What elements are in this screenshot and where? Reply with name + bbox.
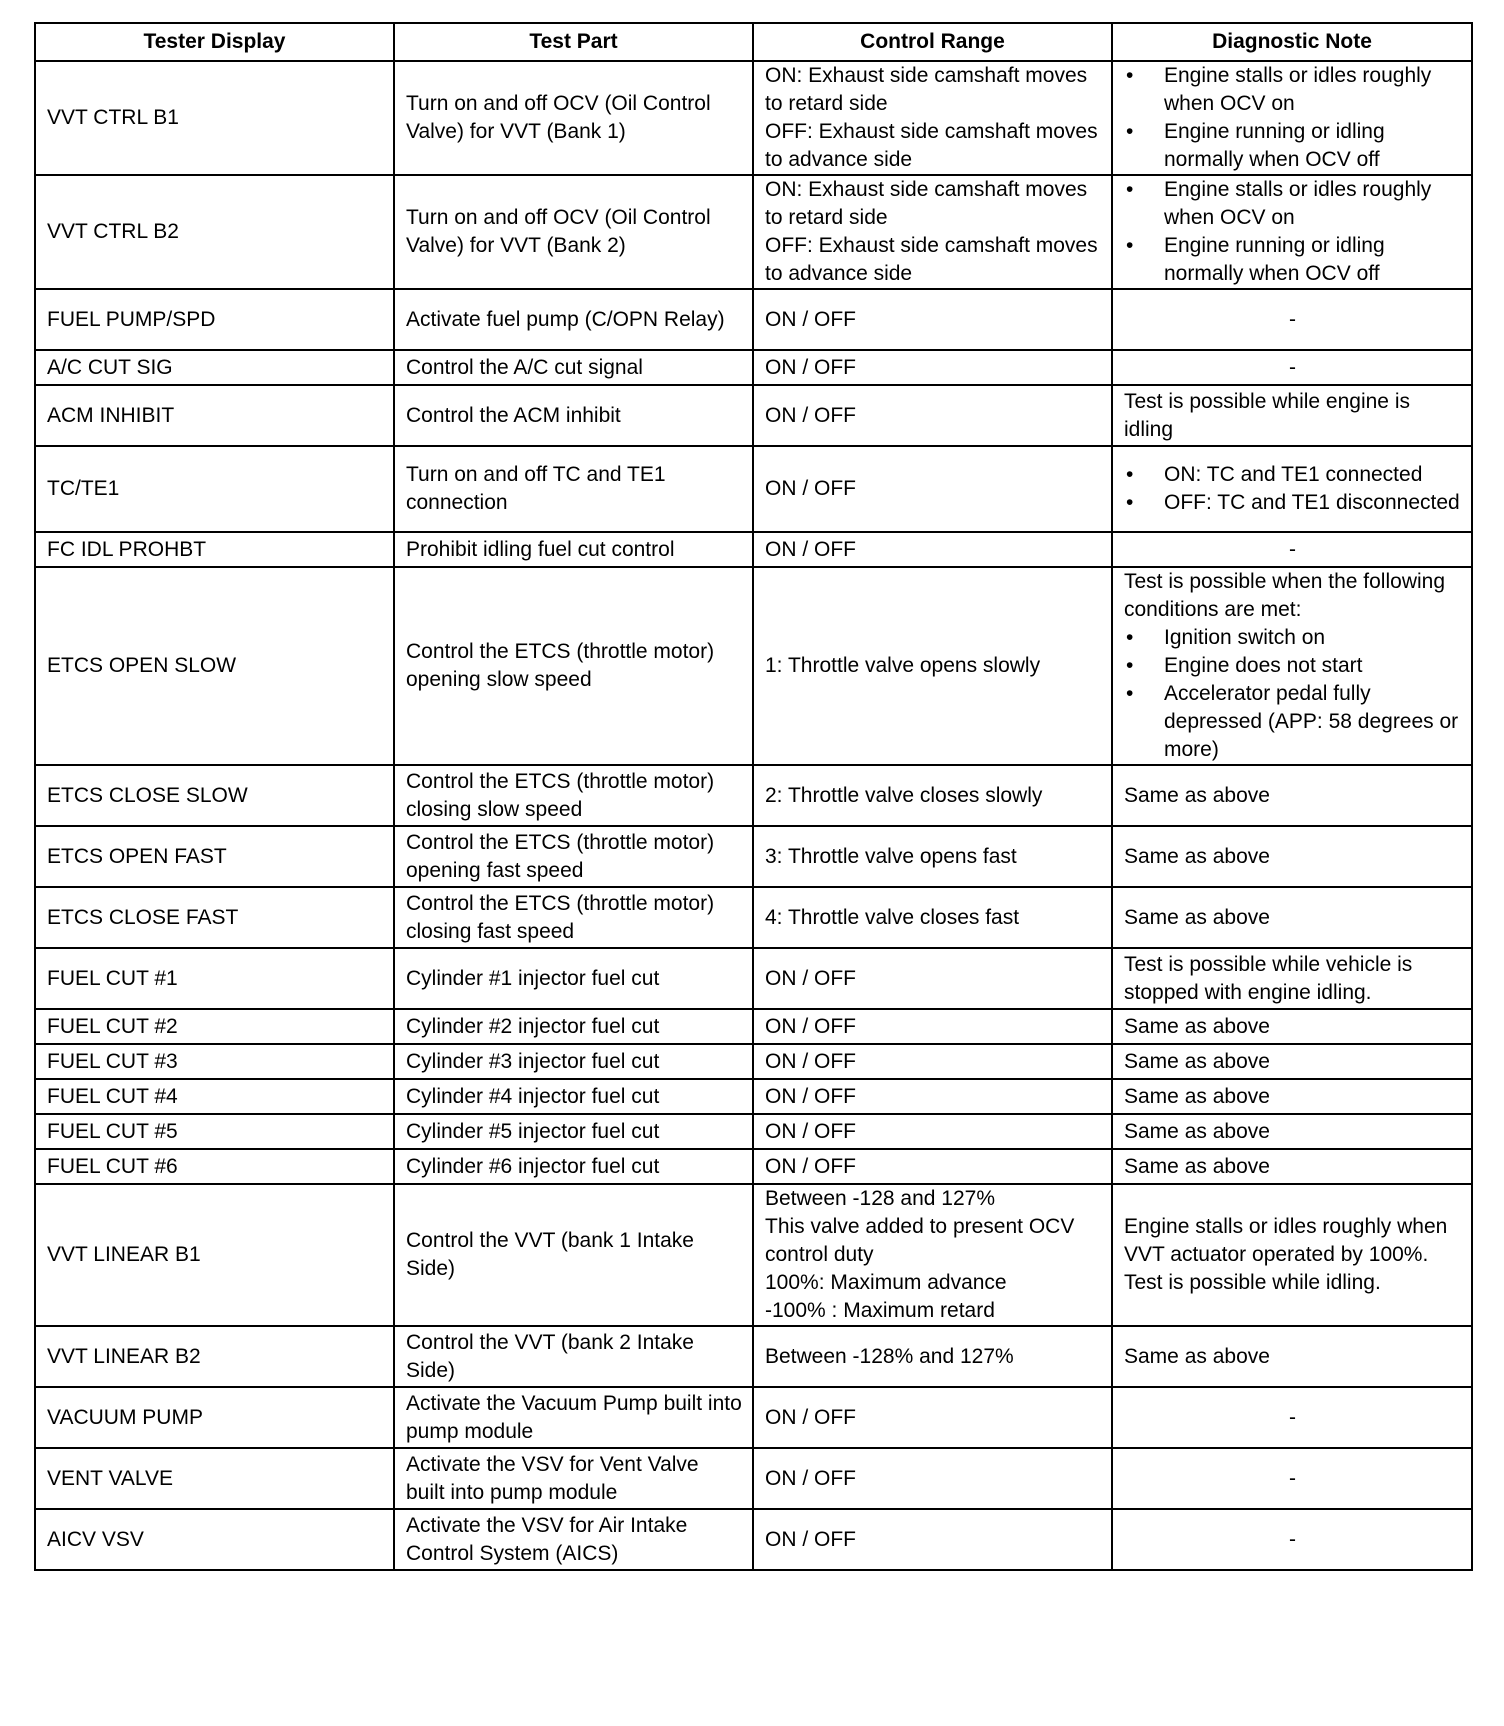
tester-display-cell: FUEL CUT #2 — [35, 1009, 394, 1044]
control-range-cell — [753, 1509, 1112, 1570]
table-row — [35, 887, 1472, 948]
diagnostic-note-cell — [1112, 887, 1472, 948]
test-part-cell: Control the VVT (bank 1 Intake Side) — [394, 1184, 753, 1326]
control-range-cell — [753, 826, 1112, 887]
empty-note-dash: - — [1289, 1466, 1296, 1490]
diagnostic-note-cell — [1112, 1044, 1472, 1079]
test-part-cell: Turn on and off OCV (Oil Control Valve) for VVT (Bank 2) — [394, 175, 753, 289]
test-part-cell: Cylinder #1 injector fuel cut — [394, 948, 753, 1009]
note-bullet-item: • Engine stalls or idles roughly when OCV on — [1124, 62, 1461, 118]
control-range-cell — [753, 1326, 1112, 1387]
diagnostic-note-cell — [1112, 1009, 1472, 1044]
table-row — [35, 1387, 1472, 1448]
control-range-cell — [753, 1387, 1112, 1448]
table-row — [35, 1009, 1472, 1044]
tester-display-cell: FUEL CUT #4 — [35, 1079, 394, 1114]
control-range-line: ON / OFF — [765, 1084, 856, 1108]
test-part-cell: Activate fuel pump (C/OPN Relay) — [394, 289, 753, 350]
control-range-line: ON / OFF — [765, 1154, 856, 1178]
control-range-line: ON: Exhaust side camshaft moves to retard side — [765, 64, 1088, 115]
test-part-cell: Turn on and off OCV (Oil Control Valve) for VVT (Bank 1) — [394, 61, 753, 175]
control-range-line: ON / OFF — [765, 1466, 856, 1490]
empty-note-dash: - — [1289, 307, 1296, 331]
test-part-cell: Control the ETCS (throttle motor) closing fast speed — [394, 887, 753, 948]
tester-display-cell: FC IDL PROHBT — [35, 532, 394, 567]
control-range-line: ON / OFF — [765, 1014, 856, 1038]
tester-display-cell: ACM INHIBIT — [35, 385, 394, 446]
table-row — [35, 289, 1472, 350]
control-range-line: ON / OFF — [765, 403, 856, 427]
tester-display-cell: VACUUM PUMP — [35, 1387, 394, 1448]
diagnostic-note-cell — [1112, 289, 1472, 350]
control-range-cell — [753, 532, 1112, 567]
note-bullet-item: • Engine running or idling normally when OCV off — [1124, 232, 1461, 288]
note-text: Same as above — [1124, 844, 1270, 868]
diagnostic-note-cell — [1112, 446, 1472, 532]
note-bullet-item: • Accelerator pedal fully depressed (APP: 58 degrees or more) — [1124, 680, 1461, 764]
control-range-cell — [753, 1079, 1112, 1114]
diagnostic-note-cell — [1112, 350, 1472, 385]
empty-note-dash: - — [1289, 1527, 1296, 1551]
note-text: Same as above — [1124, 1119, 1270, 1143]
diagnostic-note-cell — [1112, 1509, 1472, 1570]
tester-display-cell: ETCS OPEN FAST — [35, 826, 394, 887]
tester-display-cell: FUEL CUT #6 — [35, 1149, 394, 1184]
control-range-line: This valve added to present OCV control duty — [765, 1215, 1075, 1266]
note-text: Same as above — [1124, 1154, 1270, 1178]
note-text: Same as above — [1124, 1014, 1270, 1038]
tester-display-cell: AICV VSV — [35, 1509, 394, 1570]
diagnostic-note-cell — [1112, 1114, 1472, 1149]
diagnostic-note-cell — [1112, 532, 1472, 567]
diagnostic-note-cell — [1112, 1149, 1472, 1184]
test-part-cell: Cylinder #2 injector fuel cut — [394, 1009, 753, 1044]
control-range-line: ON / OFF — [765, 355, 856, 379]
note-text: Engine stalls or idles roughly when VVT actuator operated by 100%. Test is possible while idling. — [1124, 1215, 1448, 1294]
tester-display-cell: FUEL CUT #1 — [35, 948, 394, 1009]
diagnostic-note-cell — [1112, 385, 1472, 446]
table-row — [35, 446, 1472, 532]
table-row — [35, 1044, 1472, 1079]
tester-display-cell: A/C CUT SIG — [35, 350, 394, 385]
tester-display-cell: ETCS CLOSE SLOW — [35, 765, 394, 826]
control-range-line: ON / OFF — [765, 966, 856, 990]
note-bullet-item: • Engine running or idling normally when OCV off — [1124, 118, 1461, 174]
note-text: Same as above — [1124, 783, 1270, 807]
note-bullet-item: • OFF: TC and TE1 disconnected — [1124, 489, 1461, 517]
control-range-cell — [753, 350, 1112, 385]
empty-note-dash: - — [1289, 537, 1296, 561]
note-bullet-item: • ON: TC and TE1 connected — [1124, 461, 1461, 489]
note-text: Test is possible while vehicle is stopped with engine idling. — [1124, 952, 1413, 1004]
table-row — [35, 1326, 1472, 1387]
note-text: Same as above — [1124, 1344, 1270, 1368]
tester-display-cell: VVT CTRL B2 — [35, 175, 394, 289]
tester-display-cell: VENT VALVE — [35, 1448, 394, 1509]
table-row — [35, 385, 1472, 446]
tester-display-cell: VVT LINEAR B2 — [35, 1326, 394, 1387]
test-part-cell: Activate the Vacuum Pump built into pump module — [394, 1387, 753, 1448]
test-part-cell: Control the VVT (bank 2 Intake Side) — [394, 1326, 753, 1387]
test-part-cell: Control the ACM inhibit — [394, 385, 753, 446]
control-range-cell — [753, 948, 1112, 1009]
control-range-line: 4: Throttle valve closes fast — [765, 905, 1020, 929]
note-bullet-item: • Ignition switch on — [1124, 624, 1461, 652]
control-range-cell — [753, 385, 1112, 446]
diagnostic-note-cell — [1112, 1326, 1472, 1387]
test-part-cell: Control the A/C cut signal — [394, 350, 753, 385]
test-part-cell: Prohibit idling fuel cut control — [394, 532, 753, 567]
control-range-line: -100% : Maximum retard — [765, 1299, 995, 1322]
empty-note-dash: - — [1289, 1405, 1296, 1429]
control-range-cell — [753, 1149, 1112, 1184]
control-range-line: Between -128 and 127% — [765, 1187, 996, 1210]
note-bullet-list — [1124, 461, 1461, 517]
note-bullet-item: • Engine does not start — [1124, 652, 1461, 680]
note-bullet-list — [1124, 62, 1461, 174]
control-range-line: ON / OFF — [765, 1119, 856, 1143]
test-part-cell: Control the ETCS (throttle motor) opening fast speed — [394, 826, 753, 887]
control-range-cell — [753, 175, 1112, 289]
note-text: Test is possible when the following conditions are met: — [1124, 570, 1446, 621]
control-range-cell — [753, 1044, 1112, 1079]
control-range-cell — [753, 1184, 1112, 1326]
control-range-line: OFF: Exhaust side camshaft moves to advance side — [765, 234, 1098, 285]
note-text: Test is possible while engine is idling — [1124, 389, 1410, 441]
diagnostic-note-cell — [1112, 175, 1472, 289]
test-part-cell: Control the ETCS (throttle motor) opening slow speed — [394, 567, 753, 765]
table-row — [35, 350, 1472, 385]
diagnostic-note-cell — [1112, 1448, 1472, 1509]
tester-display-cell: ETCS OPEN SLOW — [35, 567, 394, 765]
control-range-cell — [753, 446, 1112, 532]
test-part-cell: Turn on and off TC and TE1 connection — [394, 446, 753, 532]
control-range-line: 100%: Maximum advance — [765, 1271, 1007, 1294]
control-range-line: 1: Throttle valve opens slowly — [765, 654, 1041, 677]
tester-display-cell: FUEL CUT #5 — [35, 1114, 394, 1149]
control-range-cell — [753, 887, 1112, 948]
header-control-range: Control Range — [753, 23, 1112, 61]
test-part-cell: Activate the VSV for Air Intake Control System (AICS) — [394, 1509, 753, 1570]
control-range-cell — [753, 765, 1112, 826]
control-range-line: ON / OFF — [765, 537, 856, 561]
active-test-table — [34, 22, 1473, 1571]
table-row — [35, 175, 1472, 289]
control-range-line: OFF: Exhaust side camshaft moves to advance side — [765, 120, 1098, 171]
table-row — [35, 1448, 1472, 1509]
table-row — [35, 765, 1472, 826]
control-range-cell — [753, 1009, 1112, 1044]
tester-display-cell: FUEL CUT #3 — [35, 1044, 394, 1079]
note-text: Same as above — [1124, 1084, 1270, 1108]
test-part-cell: Cylinder #5 injector fuel cut — [394, 1114, 753, 1149]
note-text: Same as above — [1124, 905, 1270, 929]
diagnostic-note-cell — [1112, 567, 1472, 765]
tester-display-cell: VVT LINEAR B1 — [35, 1184, 394, 1326]
header-row — [35, 23, 1472, 61]
diagnostic-note-cell — [1112, 1079, 1472, 1114]
table-row — [35, 1079, 1472, 1114]
header-diagnostic-note: Diagnostic Note — [1112, 23, 1472, 61]
table-row — [35, 1509, 1472, 1570]
table-row — [35, 567, 1472, 765]
control-range-cell — [753, 61, 1112, 175]
tester-display-cell: TC/TE1 — [35, 446, 394, 532]
tester-display-cell: ETCS CLOSE FAST — [35, 887, 394, 948]
test-part-cell: Activate the VSV for Vent Valve built into pump module — [394, 1448, 753, 1509]
header-test-part: Test Part — [394, 23, 753, 61]
diagnostic-note-cell — [1112, 1387, 1472, 1448]
note-bullet-list — [1124, 624, 1461, 764]
table-row — [35, 1149, 1472, 1184]
note-bullet-list — [1124, 176, 1461, 288]
diagnostic-note-cell — [1112, 1184, 1472, 1326]
empty-note-dash: - — [1289, 355, 1296, 379]
tester-display-cell: VVT CTRL B1 — [35, 61, 394, 175]
control-range-line: Between -128% and 127% — [765, 1344, 1014, 1368]
tester-display-cell: FUEL PUMP/SPD — [35, 289, 394, 350]
table-row — [35, 532, 1472, 567]
control-range-line: ON: Exhaust side camshaft moves to retard side — [765, 178, 1088, 229]
test-part-cell: Cylinder #3 injector fuel cut — [394, 1044, 753, 1079]
test-part-cell: Cylinder #4 injector fuel cut — [394, 1079, 753, 1114]
control-range-cell — [753, 289, 1112, 350]
diagnostic-note-cell — [1112, 826, 1472, 887]
control-range-cell — [753, 1114, 1112, 1149]
test-part-cell: Control the ETCS (throttle motor) closing slow speed — [394, 765, 753, 826]
control-range-line: ON / OFF — [765, 307, 856, 331]
table-row — [35, 948, 1472, 1009]
table-row — [35, 826, 1472, 887]
table-row — [35, 1184, 1472, 1326]
control-range-line: ON / OFF — [765, 1527, 856, 1551]
control-range-line: 3: Throttle valve opens fast — [765, 844, 1017, 868]
diagnostic-note-cell — [1112, 765, 1472, 826]
control-range-cell — [753, 567, 1112, 765]
header-tester-display: Tester Display — [35, 23, 394, 61]
control-range-cell — [753, 1448, 1112, 1509]
diagnostic-note-cell — [1112, 61, 1472, 175]
note-text: Same as above — [1124, 1049, 1270, 1073]
table-row — [35, 1114, 1472, 1149]
diagnostic-note-cell — [1112, 948, 1472, 1009]
control-range-line: 2: Throttle valve closes slowly — [765, 783, 1043, 807]
control-range-line: ON / OFF — [765, 1405, 856, 1429]
control-range-line: ON / OFF — [765, 477, 856, 500]
test-part-cell: Cylinder #6 injector fuel cut — [394, 1149, 753, 1184]
note-bullet-item: • Engine stalls or idles roughly when OCV on — [1124, 176, 1461, 232]
control-range-line: ON / OFF — [765, 1049, 856, 1073]
table-row — [35, 61, 1472, 175]
